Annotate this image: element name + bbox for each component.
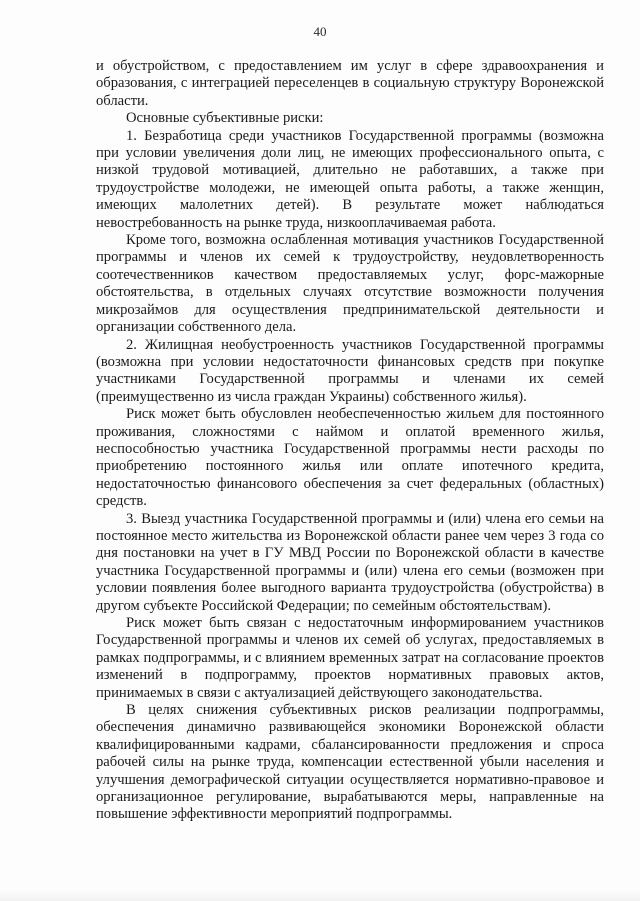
paragraph-risk-departure-detail: Риск может быть связан с недостаточным информированием участников Государственной программы и членов их семей об услугах, предоставляемых в рамках подпрограммы, и с влиянием временных затрат на согласование проектов изменений в подпрограмму, проектов нормативных правовых актов, принимаемых в связи с актуализацией действующего законодательства. <box>96 615 604 701</box>
paragraph-risk-motivation: Кроме того, возможна ослабленная мотивация участников Государственной программы и членов их семей к трудоустройству, неудовлетворенность соотечественников качеством предоставляемых услуг, форс-мажорные обстоятельства, в отдельных случаях отсутствие возможности получения микрозаймов для осуществления предпринимательской деятельности и организации собственного дела. <box>96 232 604 336</box>
paragraph-risk-mitigation: В целях снижения субъективных рисков реализации подпрограммы, обеспечения динамично развивающейся экономики Воронежской области квалифицированными кадрами, сбалансированности предложения и спроса рабочей силы на рынке труда, компенсации естественной убыли населения и улучшения демографической ситуации осуществляется нормативно-правовое и организационное регулирование, вырабатываются меры, направленные на повышение эффективности мероприятий подпрограммы. <box>96 702 604 823</box>
scan-edge-shadow <box>0 889 640 901</box>
paragraph-risk-housing: 2. Жилищная необустроенность участников Государственной программы (возможна при условии недостаточности финансовых средств при покупке участниками Государственной программы и членами их семей (преимущественно из числа граждан Украины) собственного жилья). <box>96 336 604 405</box>
paragraph-risk-departure: 3. Выезд участника Государственной программы и (или) члена его семьи на постоянное место жительства из Воронежской области ранее чем через 3 года со дня постановки на учет в ГУ МВД России по Воронежской области в качестве участника Государственной программы и (или) члена его семьи (возможен при условии появления более выгодного варианта трудоустройства (обустройства) в другом субъекте Российской Федерации; по семейным обстоятельствам). <box>96 510 604 614</box>
body-text <box>96 58 604 824</box>
paragraph-risk-unemployment: 1. Безработица среди участников Государственной программы (возможна при условии увеличения доли лиц, не имеющих профессионального опыта, с низкой трудовой мотивацией, длительно не работавших, а также при трудоустройстве молодежи, не имеющей опыта работы, а также женщин, имеющих малолетних детей). В результате может наблюдаться невостребованность на рынке труда, низкооплачиваемая работа. <box>96 127 604 231</box>
paragraph-risk-housing-detail: Риск может быть обусловлен необеспеченностью жильем для постоянного проживания, сложностями с наймом и оплатой временного жилья, неспособностью участника Государственной программы нести расходы по приобретению постоянного жилья или оплате ипотечного кредита, недостаточностью финансового обеспечения за счет федеральных (областных) средств. <box>96 406 604 510</box>
paragraph-continuation: и обустройством, с предоставлением им услуг в сфере здравоохранения и образования, с интеграцией переселенцев в социальную структуру Воронежской области. <box>96 58 604 109</box>
paragraph-risks-heading: Основные субъективные риски: <box>126 110 324 127</box>
page-number: 40 <box>313 24 327 39</box>
